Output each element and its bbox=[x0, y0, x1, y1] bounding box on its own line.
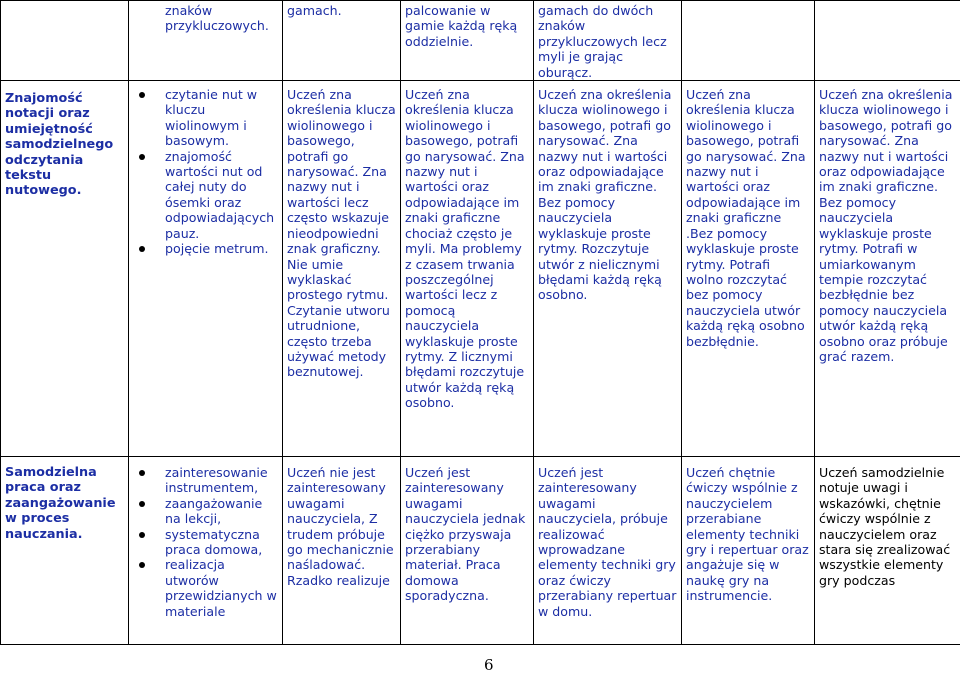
list-item bbox=[133, 527, 278, 558]
table-row-notation bbox=[1, 81, 960, 457]
list-item-text: zaangażowanie na lekcji, bbox=[165, 496, 262, 526]
grade-cell-notation-col4: Uczeń zna określenia klucza wiolinowego i basowego, potrafi go narysować. Zna nazwy nut i wartości oraz odpowiadające im znaki graficzne chociaż często je myli. Ma problemy z czasem trwania poszczególnej wartości lecz z pomocą nauczyciela wyklaskuje proste rytmy. Z licznymi błędami rozczytuje utwór każdą ręką osobno. bbox=[401, 81, 534, 457]
cell-top-col7 bbox=[815, 1, 960, 81]
grade-cell-engagement-col6: Uczeń chętnie ćwiczy wspólnie z nauczycielem przerabiane elementy techniki gry i repertuar oraz angażuje się w naukę gry na instrumencie. bbox=[682, 457, 815, 645]
table-row-continuation bbox=[1, 1, 960, 81]
cell-top-col4: palcowanie w gamie każdą ręką oddzielnie. bbox=[401, 1, 534, 81]
row-heading-notation: Znajomość notacji oraz umiejętność samodzielnego odczytania tekstu nutowego. bbox=[1, 81, 129, 457]
list-item-text: znajomość wartości nut od całej nuty do ósemki oraz odpowiadających pauz. bbox=[165, 149, 274, 241]
table-row-engagement bbox=[1, 457, 960, 645]
list-item bbox=[133, 241, 278, 256]
cell-text: znaków przykluczowych. bbox=[165, 3, 269, 33]
bullet-list bbox=[133, 465, 278, 619]
bullet-icon bbox=[139, 470, 145, 476]
cell-top-col1 bbox=[1, 1, 129, 81]
grade-cell-engagement-col5: Uczeń jest zainteresowany uwagami nauczyciela, próbuje realizować wprowadzane elementy techniki gry oraz ćwiczy przerabiany repertuar w domu. bbox=[534, 457, 682, 645]
grade-cell-engagement-col7: Uczeń samodzielnie notuje uwagi i wskazówki, chętnie ćwiczy wspólnie z nauczycielem oraz stara się zrealizować wszystkie elementy gry podczas bbox=[815, 457, 960, 645]
cell-top-col6 bbox=[682, 1, 815, 81]
grade-cell-notation-col5: Uczeń zna określenia klucza wiolinowego i basowego, potrafi go narysować. Zna nazwy nut i wartości oraz odpowiadające im znaki graficzne. Bez pomocy nauczyciela wyklaskuje proste rytmy. Rozczytuje utwór z nielicznymi błędami każdą ręką osobno. bbox=[534, 81, 682, 457]
list-item-text: zainteresowanie instrumentem, bbox=[165, 465, 268, 495]
criteria-list-engagement bbox=[129, 457, 283, 645]
cell-top-col3: gamach. bbox=[283, 1, 401, 81]
grade-cell-engagement-col3: Uczeń nie jest zainteresowany uwagami nauczyciela, Z trudem próbuje go mechanicznie naśladować. Rzadko realizuje bbox=[283, 457, 401, 645]
bullet-icon bbox=[139, 154, 145, 160]
list-item bbox=[133, 557, 278, 619]
list-item bbox=[133, 149, 278, 241]
page-number: 6 bbox=[484, 656, 494, 674]
criteria-list-notation bbox=[129, 81, 283, 457]
list-item bbox=[133, 87, 278, 149]
grade-cell-notation-col3: Uczeń zna określenia klucza wiolinowego i basowego, potrafi go narysować. Zna nazwy nut i wartości lecz często wskazuje nieodpowiedni znak graficzny. Nie umie wyklaskać prostego rytmu. Czytanie utworu utrudnione, często trzeba używać metody beznutowej. bbox=[283, 81, 401, 457]
list-item-text: systematyczna praca domowa, bbox=[165, 527, 262, 557]
list-item-text: pojęcie metrum. bbox=[165, 241, 269, 256]
grade-cell-notation-col7: Uczeń zna określenia klucza wiolinowego i basowego, potrafi go narysować. Zna nazwy nut i wartości oraz odpowiadające im znaki graficzne. Bez pomocy nauczyciela wyklaskuje proste rytmy. Potrafi w umiarkowanym tempie rozczytać bezbłędnie bez pomocy nauczyciela utwór każdą ręką osobno oraz próbuje grać razem. bbox=[815, 81, 960, 457]
bullet-icon bbox=[139, 562, 145, 568]
list-item-text: czytanie nut w kluczu wiolinowym i basowym. bbox=[165, 87, 257, 148]
bullet-icon bbox=[139, 92, 145, 98]
bullet-icon bbox=[139, 246, 145, 252]
cell-top-col5: gamach do dwóch znaków przykluczowych lecz myli je grając oburącz. bbox=[534, 1, 682, 81]
grade-cell-notation-col6: Uczeń zna określenia klucza wiolinowego i basowego, potrafi go narysować. Zna nazwy nut i wartości oraz odpowiadające im znaki graficzne .Bez pomocy wyklaskuje proste rytmy. Potrafi wolno rozczytać bez pomocy nauczyciela utwór każdą ręką osobno bezbłędnie. bbox=[682, 81, 815, 457]
grade-cell-engagement-col4: Uczeń jest zainteresowany uwagami nauczyciela jednak ciężko przyswaja przerabiany materiał. Praca domowa sporadyczna. bbox=[401, 457, 534, 645]
bullet-list bbox=[133, 87, 278, 256]
list-item-text: realizacja utworów przewidzianych w materiale bbox=[165, 557, 277, 618]
cell-top-col2 bbox=[129, 1, 283, 81]
bullet-icon bbox=[139, 501, 145, 507]
bullet-icon bbox=[139, 532, 145, 538]
list-item bbox=[133, 465, 278, 496]
list-item bbox=[133, 496, 278, 527]
row-heading-engagement: Samodzielna praca oraz zaangażowanie w proces nauczania. bbox=[1, 457, 129, 645]
